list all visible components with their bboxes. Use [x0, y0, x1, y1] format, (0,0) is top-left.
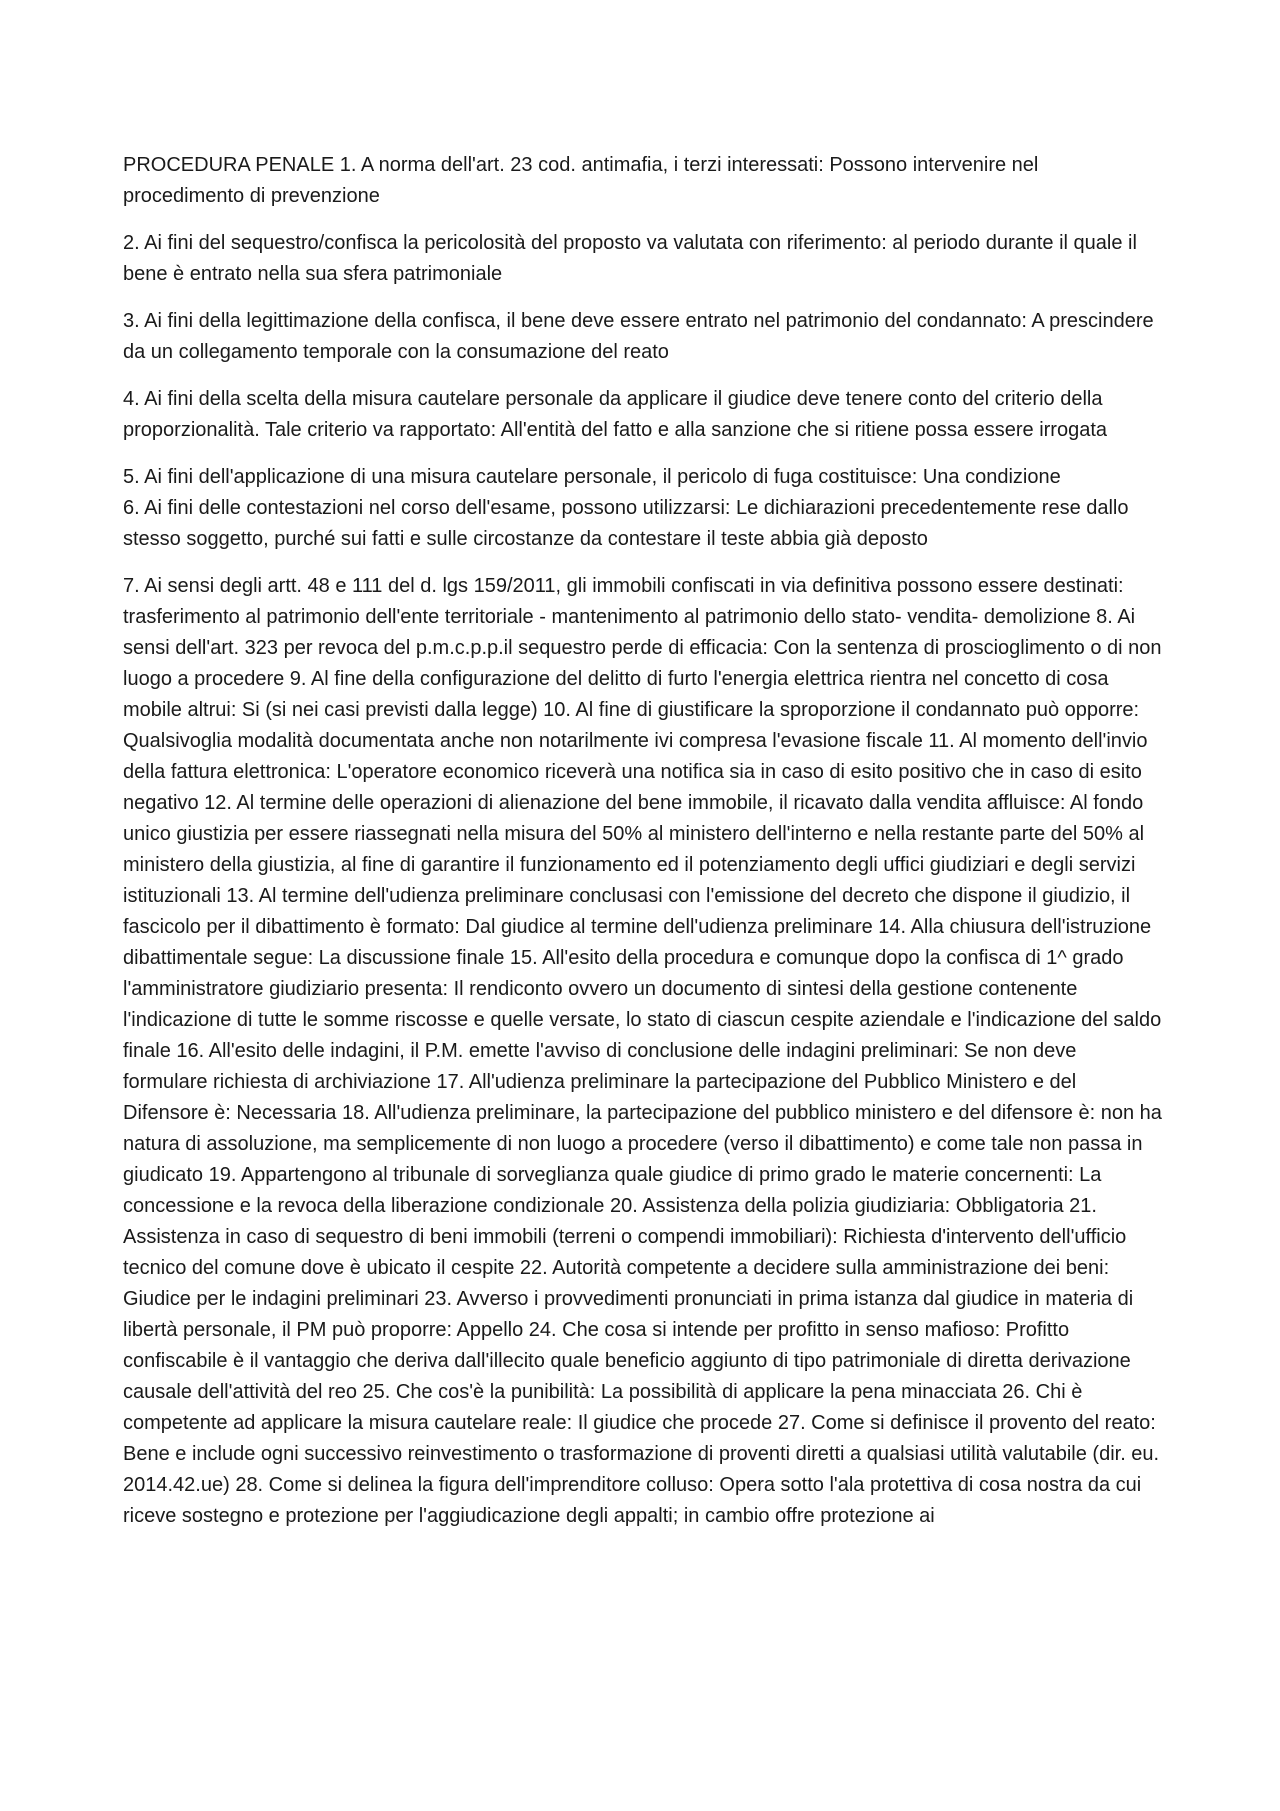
paragraph-6: 6. Ai fini delle contestazioni nel corso dell'esame, possono utilizzarsi: Le dichiarazioni precedentemente rese dallo stesso soggetto, purché sui fatti e sulle circostanze da contestare il teste abbia già deposto: [123, 497, 1129, 550]
paragraph-3: 3. Ai fini della legittimazione della confisca, il bene deve essere entrato nel patrimonio del condannato: A prescindere da un collegamento temporale con la consumazione del reato: [123, 310, 1154, 363]
paragraph-5: 5. Ai fini dell'applicazione di una misura cautelare personale, il pericolo di fuga costituisce: Una condizione: [123, 466, 1061, 488]
paragraph-2: 2. Ai fini del sequestro/confisca la pericolosità del proposto va valutata con riferimento: al periodo durante il quale il bene è entrato nella sua sfera patrimoniale: [123, 232, 1137, 285]
paragraph-7: 7. Ai sensi degli artt. 48 e 111 del d. lgs 159/2011, gli immobili confiscati in via definitiva possono essere destinati: trasferimento al patrimonio dell'ente territoriale - mantenimento al patrimonio dello stato- vendita- demolizione 8. Ai sensi dell'art. 323 per revoca del p.m.c.p.p.il sequestro perde di efficacia: Con la sentenza di proscioglimento o di non luogo a procedere 9. Al fine della configurazione del delitto di furto l'energia elettrica rientra nel concetto di cosa mobile altrui: Si (si nei casi previsti dalla legge) 10. Al fine di giustificare la sproporzione il condannato può opporre: Qualsivoglia modalità documentata anche non notarilmente ivi compresa l'evasione fiscale 11. Al momento dell'invio della fattura elettronica: L'operatore economico riceverà una notifica sia in caso di esito positivo che in caso di esito negativo 12. Al termine delle operazioni di alienazione del bene immobile, il ricavato dalla vendita affluisce: Al fondo unico giustizia per essere riassegnati nella misura del 50% al ministero dell'interno e nella restante parte del 50% al ministero della giustizia, al fine di garantire il funzionamento ed il potenziamento degli uffici giudiziari e degli servizi istituzionali 13. Al termine dell'udienza preliminare conclusasi con l'emissione del decreto che dispone il giudizio, il fascicolo per il dibattimento è formato: Dal giudice al termine dell'udienza preliminare 14. Alla chiusura dell'istruzione dibattimentale segue: La discussione finale 15. All'esito della procedura e comunque dopo la confisca di 1^ grado l'amministratore giudiziario presenta: Il rendiconto ovvero un documento di sintesi della gestione contenente l'indicazione di tutte le somme riscosse e quelle versate, lo stato di ciascun cespite aziendale e l'indicazione del saldo finale 16. All'esito delle indagini, il P.M. emette l'avviso di conclusione delle indagini preliminari: Se non deve formulare richiesta di archiviazione 17. All'udienza preliminare la partecipazione del Pubblico Ministero e del Difensore è: Necessaria 18. All'udienza preliminare, la partecipazione del pubblico ministero e del difensore è: non ha natura di assoluzione, ma semplicemente di non luogo a procedere (verso il dibattimento) e come tale non passa in giudicato 19. Appartengono al tribunale di sorveglianza quale giudice di primo grado le materie concernenti: La concessione e la revoca della liberazione condizionale 20. Assistenza della polizia giudiziaria: Obbligatoria 21. Assistenza in caso di sequestro di beni immobili (terreni o compendi immobiliari): Richiesta d'intervento dell'ufficio tecnico del comune dove è ubicato il cespite 22. Autorità competente a decidere sulla amministrazione dei beni: Giudice per le indagini preliminari 23. Avverso i provvedimenti pronunciati in prima istanza dal giudice in materia di libertà personale, il PM può proporre: Appello 24. Che cosa si intende per profitto in senso mafioso: Profitto confiscabile è il vantaggio che deriva dall'illecito quale beneficio aggiunto di tipo patrimoniale di diretta derivazione causale dell'attività del reo 25. Che cos'è la punibilità: La possibilità di applicare la pena minacciata 26. Chi è competente ad applicare la misura cautelare reale: Il giudice che procede 27. Come si definisce il provento del reato: Bene e include ogni successivo reinvestimento o trasformazione di proventi diretti a qualsiasi utilità valutabile (dir. eu. 2014.42.ue) 28. Come si delinea la figura dell'imprenditore colluso: Opera sotto l'ala protettiva di cosa nostra da cui riceve sostegno e protezione per l'aggiudicazione degli appalti; in cambio offre protezione ai: [123, 575, 1162, 1527]
paragraph-1: PROCEDURA PENALE 1. A norma dell'art. 23 cod. antimafia, i terzi interessati: Possono intervenire nel procedimento di prevenzione: [123, 154, 1039, 207]
paragraph-4: 4. Ai fini della scelta della misura cautelare personale da applicare il giudice deve tenere conto del criterio della proporzionalità. Tale criterio va rapportato: All'entità del fatto e alla sanzione che si ritiene possa essere irrogata: [123, 388, 1108, 441]
